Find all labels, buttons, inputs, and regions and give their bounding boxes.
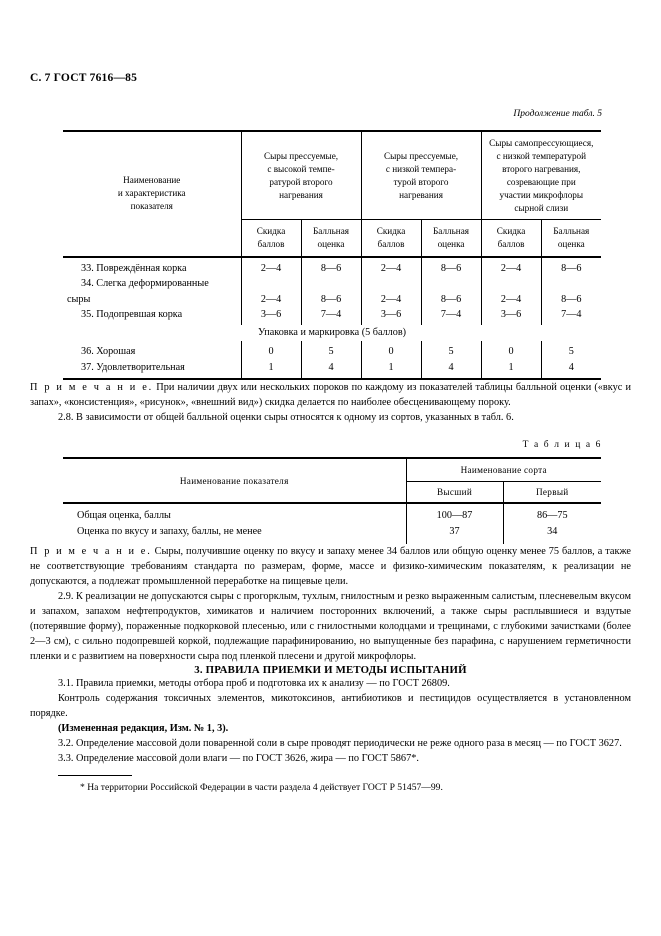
clause-2-9: 2.9. К реализации не допускаются сыры с прогорклым, тухлым, гнилостным и резко выраженным салистым, плесневелым вкусом и запахом, запахом нефтепродуктов, химикатов и наличием посторонних включений, а также сыры расплывшиеся и вздутые (потерявшие форму), пораженные подкорковой плесенью, или с гнилостными колодцами и трещинами, с глубокими зачистками (более 2—3 см), с сильно подопревшей коркой, подлежащие парафинированию, но выпущенные без парафина, с нарушением герметичности пленки и с развитием на поверхности сыра под пленкой плесени и другой микрофлоры. xyxy=(30,590,631,662)
clause-3-2: 3.2. Определение массовой доли поваренной соли в сыре проводят периодически не реже одного раза в месяц — по ГОСТ 3627. xyxy=(58,738,622,750)
table5-row2-names: 36. Хорошая 37. Удовлетворительная xyxy=(63,341,241,379)
footnote-text: * На территории Российской Федерации в части раздела 4 действует ГОСТ Р 51457—99. xyxy=(80,782,443,794)
table6-head xyxy=(63,458,601,503)
table5-sub-6: Балльная оценка xyxy=(553,226,590,250)
revision-note: (Измененная редакция, Изм. № 1, 3). xyxy=(58,722,229,734)
table5-row2-col4: 5 4 xyxy=(421,341,481,379)
table5-sub-3: Скидка баллов xyxy=(361,220,421,258)
table5-caption: Продолжение табл. 5 xyxy=(513,108,602,119)
table5-row1-col6: 8—6 8—6 7—4 xyxy=(561,263,582,321)
table6-header-row-group xyxy=(63,458,601,482)
clause-2-8: 2.8. В зависимости от общей балльной оценки сыры относятся к одному из сортов, указанных в табл. 6. xyxy=(58,411,514,423)
table6-col-vysshiy: 100—87 37 xyxy=(406,503,503,544)
table5-sub-5: Скидка баллов xyxy=(481,220,541,258)
table5-sub-1: Скидка баллов xyxy=(241,220,301,258)
table5-sub-4: Балльная оценка xyxy=(421,220,481,258)
table5-group-3: Сыры самопрессующиеся, с низкой температурой второго нагревания, созревающие при участии микрофлоры сырной слизи xyxy=(481,131,601,220)
note-after-table6 xyxy=(30,544,631,589)
table5-row2-col5: 0 1 xyxy=(481,341,541,379)
table6-body xyxy=(63,503,601,544)
table6-col-pervyy: 86—75 34 xyxy=(536,510,568,537)
table6-row-names: Общая оценка, баллы Оценка по вкусу и запаху, баллы, не менее xyxy=(63,503,406,544)
table-row xyxy=(63,257,601,325)
note-text: Сыры, получившие оценку по вкусу и запаху менее 34 баллов или общую оценку менее 75 баллов, а также не соответствующие требованиям стандарта по размерам, форме, массе и физико-химическим показателям, к реализации не допускаются, а подлежат промышленной переработке на пищевые цели. xyxy=(30,545,631,587)
table6-sub-1: Высший xyxy=(406,482,503,504)
table6-header-name-col: Наименование показателя xyxy=(63,458,406,503)
table6-sub-2: Первый xyxy=(535,487,569,498)
table5-row1-names: 33. Повреждённая корка 34. Слегка деформированные сыры 35. Подопревшая корка xyxy=(63,257,241,325)
page-content xyxy=(30,72,631,795)
table5-group-2: Сыры прессуемые, с низкой темпера- турой второго нагревания xyxy=(361,131,481,220)
table-6 xyxy=(63,457,601,544)
note-text: При наличии двух или нескольких пороков по каждому из показателей таблицы балльной оценки («вкус и запах», «консистенция», «рисунок», «внешний вид») скидка делается по наиболее обесценивающему пороку. xyxy=(30,381,632,408)
table-row xyxy=(63,341,601,379)
table5-row2-col6: 5 4 xyxy=(568,346,574,373)
table5-section-title: Упаковка и маркировка (5 баллов) xyxy=(257,327,407,339)
table5-sub-2: Балльная оценка xyxy=(301,220,361,258)
table5-row1-col2: 8—6 8—6 7—4 xyxy=(301,257,361,325)
note-label: П р и м е ч а н и е. xyxy=(30,381,154,393)
clause-3-3: 3.3. Определение массовой доли влаги — по ГОСТ 3626, жира — по ГОСТ 5867*. xyxy=(58,753,419,765)
section-heading-3: 3. ПРАВИЛА ПРИЕМКИ И МЕТОДЫ ИСПЫТАНИЙ xyxy=(194,663,467,676)
table5-row2-col3: 0 1 xyxy=(361,341,421,379)
table5-body xyxy=(63,257,601,379)
table5-row2-col2: 5 4 xyxy=(301,341,361,379)
table-5-continuation xyxy=(63,130,601,380)
note-label: П р и м е ч а н и е. xyxy=(30,545,152,557)
table5-head xyxy=(63,131,601,258)
table5-row1-col1: 2—4 2—4 3—6 xyxy=(241,257,301,325)
table5-header-name-col: Наименование и характеристика показателя xyxy=(63,131,241,258)
clause-3-1-a: 3.1. Правила приемки, методы отбора проб и подготовка их к анализу — по ГОСТ 26809. xyxy=(58,677,450,689)
table5-row1-col3: 2—4 2—4 3—6 xyxy=(361,257,421,325)
table5-row2-col1: 0 1 xyxy=(241,341,301,379)
table5-span-row xyxy=(63,325,601,341)
table5-header-row-groups xyxy=(63,131,601,220)
clause-3-1-b: Контроль содержания токсичных элементов, микотоксинов, антибиотиков и пестицидов осуществляется в установленном порядке. xyxy=(30,692,631,719)
table5-row1-col5: 2—4 2—4 3—6 xyxy=(481,257,541,325)
note-after-table5 xyxy=(30,380,631,410)
table5-row1-col4: 8—6 8—6 7—4 xyxy=(421,257,481,325)
running-head: С. 7 ГОСТ 7616—85 xyxy=(30,72,138,84)
table6-header-group: Наименование сорта xyxy=(406,458,601,482)
footnote-rule xyxy=(58,775,132,776)
table6-caption: Т а б л и ц а 6 xyxy=(522,440,602,451)
table-row xyxy=(63,503,601,544)
table5-group-1: Сыры прессуемые, с высокой темпе- ратурой второго нагревания xyxy=(241,131,361,220)
